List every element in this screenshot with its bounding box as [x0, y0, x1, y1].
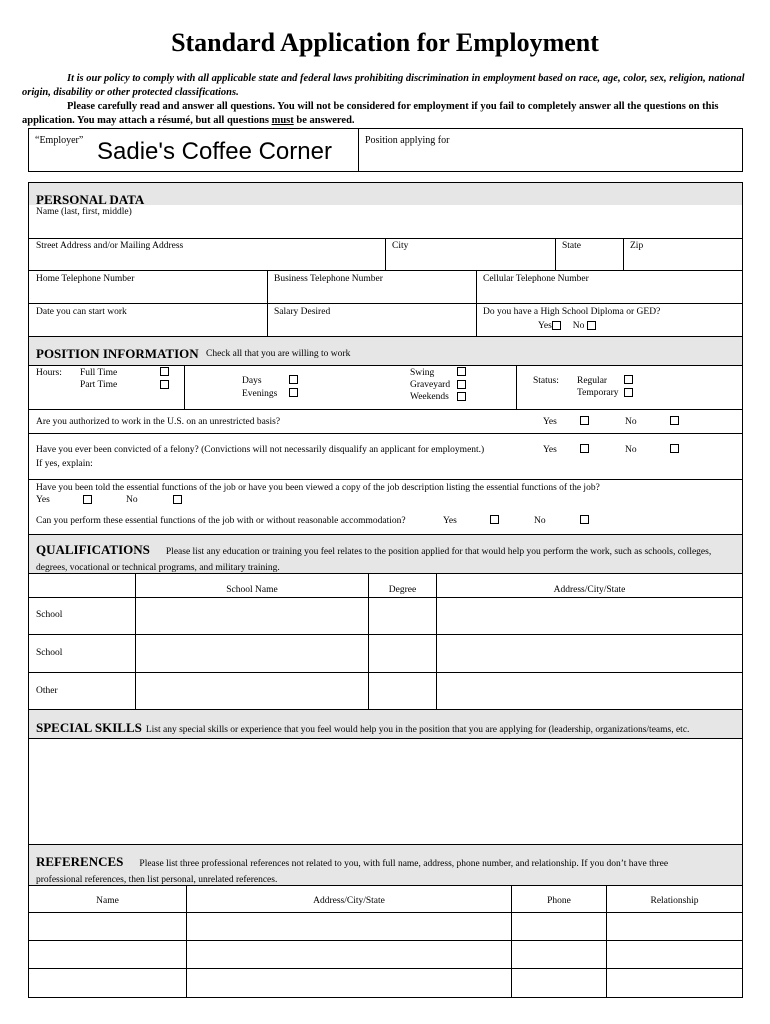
- skills-field[interactable]: [29, 739, 742, 843]
- zip-field[interactable]: [624, 239, 742, 270]
- qual-row3-degree-field[interactable]: [369, 673, 436, 709]
- swing-checkbox[interactable]: [457, 367, 466, 376]
- days-checkbox[interactable]: [289, 375, 298, 384]
- employer-label: “Employer”: [35, 135, 84, 146]
- home-phone-field[interactable]: [29, 271, 266, 302]
- ref3-address-field[interactable]: [187, 969, 511, 997]
- qual-col-degree: Degree: [388, 585, 417, 595]
- diploma-question: Do you have a High School Diploma or GED?: [483, 307, 661, 317]
- perform-yes-label: Yes: [443, 516, 457, 526]
- start-date-field[interactable]: [29, 304, 266, 335]
- status-label: Status:: [533, 376, 559, 386]
- qual-row3-school-field[interactable]: [136, 673, 368, 709]
- qual-row1-address-field[interactable]: [437, 598, 742, 634]
- skills-instruction: List any special skills or experience that you feel would help you in the position that you are applying for (leadership, organizations/teams, etc.: [145, 725, 690, 735]
- personal-heading: PERSONAL DATA: [36, 192, 145, 207]
- ref3-phone-field[interactable]: [512, 969, 606, 997]
- weekends-checkbox[interactable]: [457, 392, 466, 401]
- temporary-checkbox[interactable]: [624, 388, 633, 397]
- hours-label: Hours:: [36, 368, 62, 378]
- diploma-options: Yes No: [538, 321, 596, 331]
- employer-box: [28, 128, 359, 172]
- position-applying-label: Position applying for: [365, 135, 450, 146]
- ref3-relationship-field[interactable]: [607, 969, 742, 997]
- city-label: City: [392, 241, 409, 251]
- ref-col-address: Address/City/State: [313, 896, 385, 906]
- authorized-yes-checkbox[interactable]: [580, 416, 589, 425]
- perform-question: Can you perform these essential functions of the job with or without reasonable accommodation?: [36, 516, 406, 526]
- start-date-label: Date you can start work: [36, 307, 127, 317]
- qual-col-address: Address/City/State: [553, 585, 626, 595]
- part-time-label: Part Time: [80, 380, 118, 390]
- qualifications-heading: QUALIFICATIONS: [36, 542, 150, 557]
- evenings-checkbox[interactable]: [289, 388, 298, 397]
- references-instruction-b: professional references, then list personal, unrelated references.: [36, 875, 278, 885]
- skills-header: [36, 719, 689, 737]
- essential-yes-checkbox[interactable]: [83, 495, 92, 504]
- felony-explain-field[interactable]: [100, 456, 740, 476]
- page-title: Standard Application for Employment: [171, 28, 599, 57]
- qual-row2-school-field[interactable]: [136, 635, 368, 671]
- swing-label: Swing: [410, 368, 435, 378]
- ref1-address-field[interactable]: [187, 913, 511, 940]
- graveyard-label: Graveyard: [410, 380, 451, 390]
- ref2-address-field[interactable]: [187, 941, 511, 968]
- policy-text: [22, 72, 747, 128]
- full-time-checkbox[interactable]: [160, 367, 169, 376]
- perform-no-label: No: [534, 516, 546, 526]
- salary-field[interactable]: [268, 304, 475, 335]
- authorized-no-label: No: [625, 417, 637, 427]
- ref2-relationship-field[interactable]: [607, 941, 742, 968]
- regular-checkbox[interactable]: [624, 375, 633, 384]
- street-field[interactable]: [29, 239, 384, 270]
- ref1-name-field[interactable]: [29, 913, 186, 940]
- qualifications-header: [36, 543, 738, 575]
- name-field[interactable]: [29, 205, 742, 238]
- employer-name: Sadie's Coffee Corner: [97, 138, 332, 165]
- essential-question: Have you been told the essential functions of the job or have you been viewed a copy of the job description listing the essential functions of the job?: [36, 483, 600, 493]
- perform-yes-checkbox[interactable]: [490, 515, 499, 524]
- position-instruction: Check all that you are willing to work: [206, 349, 351, 359]
- authorized-question: Are you authorized to work in the U.S. on an unrestricted basis?: [36, 417, 281, 427]
- felony-no-checkbox[interactable]: [670, 444, 679, 453]
- ref2-name-field[interactable]: [29, 941, 186, 968]
- name-label: Name (last, first, middle): [36, 207, 132, 217]
- qualifications-instruction-b: degrees, vocational or technical programs, and military training.: [36, 563, 280, 573]
- position-applying-field[interactable]: [358, 128, 743, 172]
- felony-question: Have you ever been convicted of a felony? (Convictions will not necessarily disqualify an applicant for employment.): [36, 445, 485, 455]
- qual-row-label: School: [36, 610, 63, 620]
- days-label: Days: [242, 376, 262, 386]
- felony-no-label: No: [625, 445, 637, 455]
- graveyard-checkbox[interactable]: [457, 380, 466, 389]
- qual-row2-address-field[interactable]: [437, 635, 742, 671]
- ref1-phone-field[interactable]: [512, 913, 606, 940]
- ref-col-phone: Phone: [547, 896, 571, 906]
- state-label: State: [562, 241, 581, 251]
- ref1-relationship-field[interactable]: [607, 913, 742, 940]
- cell-phone-label: Cellular Telephone Number: [483, 274, 589, 284]
- ref2-phone-field[interactable]: [512, 941, 606, 968]
- felony-yes-checkbox[interactable]: [580, 444, 589, 453]
- references-instruction-a: Please list three professional references not related to you, with full name, address, phone number, and relationship. If you don’t have three: [139, 859, 669, 869]
- qual-row1-school-field[interactable]: [136, 598, 368, 634]
- policy-line-1: It is our policy to comply with all applicable state and federal laws prohibiting discrimination in employment based on race, age, color, sex, religion, national origin, disability or other protected classifications.: [22, 73, 745, 98]
- business-phone-field[interactable]: [268, 271, 475, 302]
- home-phone-label: Home Telephone Number: [36, 274, 135, 284]
- felony-yes-label: Yes: [543, 445, 557, 455]
- authorized-yes-label: Yes: [543, 417, 557, 427]
- policy-line-2: Please carefully read and answer all questions. You will not be considered for employment if you fail to completely answer all the questions on this application. You may attach a résumé, but all questions must be answered.: [22, 101, 719, 126]
- position-heading: POSITION INFORMATION: [36, 346, 199, 361]
- skills-heading: SPECIAL SKILLS: [36, 720, 142, 735]
- references-header: [36, 855, 738, 887]
- essential-yes-label: Yes: [36, 495, 50, 505]
- qualifications-instruction-a: Please list any education or training you feel relates to the position applied for that would help you perform the work, such as schools, colleges,: [165, 547, 712, 557]
- ref-col-relationship: Relationship: [650, 896, 699, 906]
- diploma-no-checkbox[interactable]: [587, 321, 596, 330]
- references-heading: REFERENCES: [36, 854, 124, 869]
- weekends-label: Weekends: [410, 392, 449, 402]
- temporary-label: Temporary: [577, 388, 619, 398]
- authorized-no-checkbox[interactable]: [670, 416, 679, 425]
- city-field[interactable]: [386, 239, 554, 270]
- essential-no-checkbox[interactable]: [173, 495, 182, 504]
- qual-row1-degree-field[interactable]: [369, 598, 436, 634]
- diploma-yes-checkbox[interactable]: [552, 321, 561, 330]
- street-label: Street Address and/or Mailing Address: [36, 241, 184, 251]
- felony-explain-label: If yes, explain:: [36, 459, 93, 469]
- qual-row-label: Other: [36, 686, 58, 696]
- perform-no-checkbox[interactable]: [580, 515, 589, 524]
- qual-col-school-name: School Name: [226, 585, 278, 595]
- evenings-label: Evenings: [242, 389, 278, 399]
- part-time-checkbox[interactable]: [160, 380, 169, 389]
- essential-no-label: No: [126, 495, 138, 505]
- state-field[interactable]: [556, 239, 622, 270]
- ref3-name-field[interactable]: [29, 969, 186, 997]
- cell-phone-field[interactable]: [477, 271, 742, 302]
- qual-row3-address-field[interactable]: [437, 673, 742, 709]
- qual-row-label: School: [36, 648, 63, 658]
- zip-label: Zip: [630, 241, 644, 251]
- business-phone-label: Business Telephone Number: [274, 274, 383, 284]
- qual-row2-degree-field[interactable]: [369, 635, 436, 671]
- salary-label: Salary Desired: [274, 307, 331, 317]
- ref-col-name: Name: [96, 896, 119, 906]
- full-time-label: Full Time: [80, 368, 118, 378]
- regular-label: Regular: [577, 376, 608, 386]
